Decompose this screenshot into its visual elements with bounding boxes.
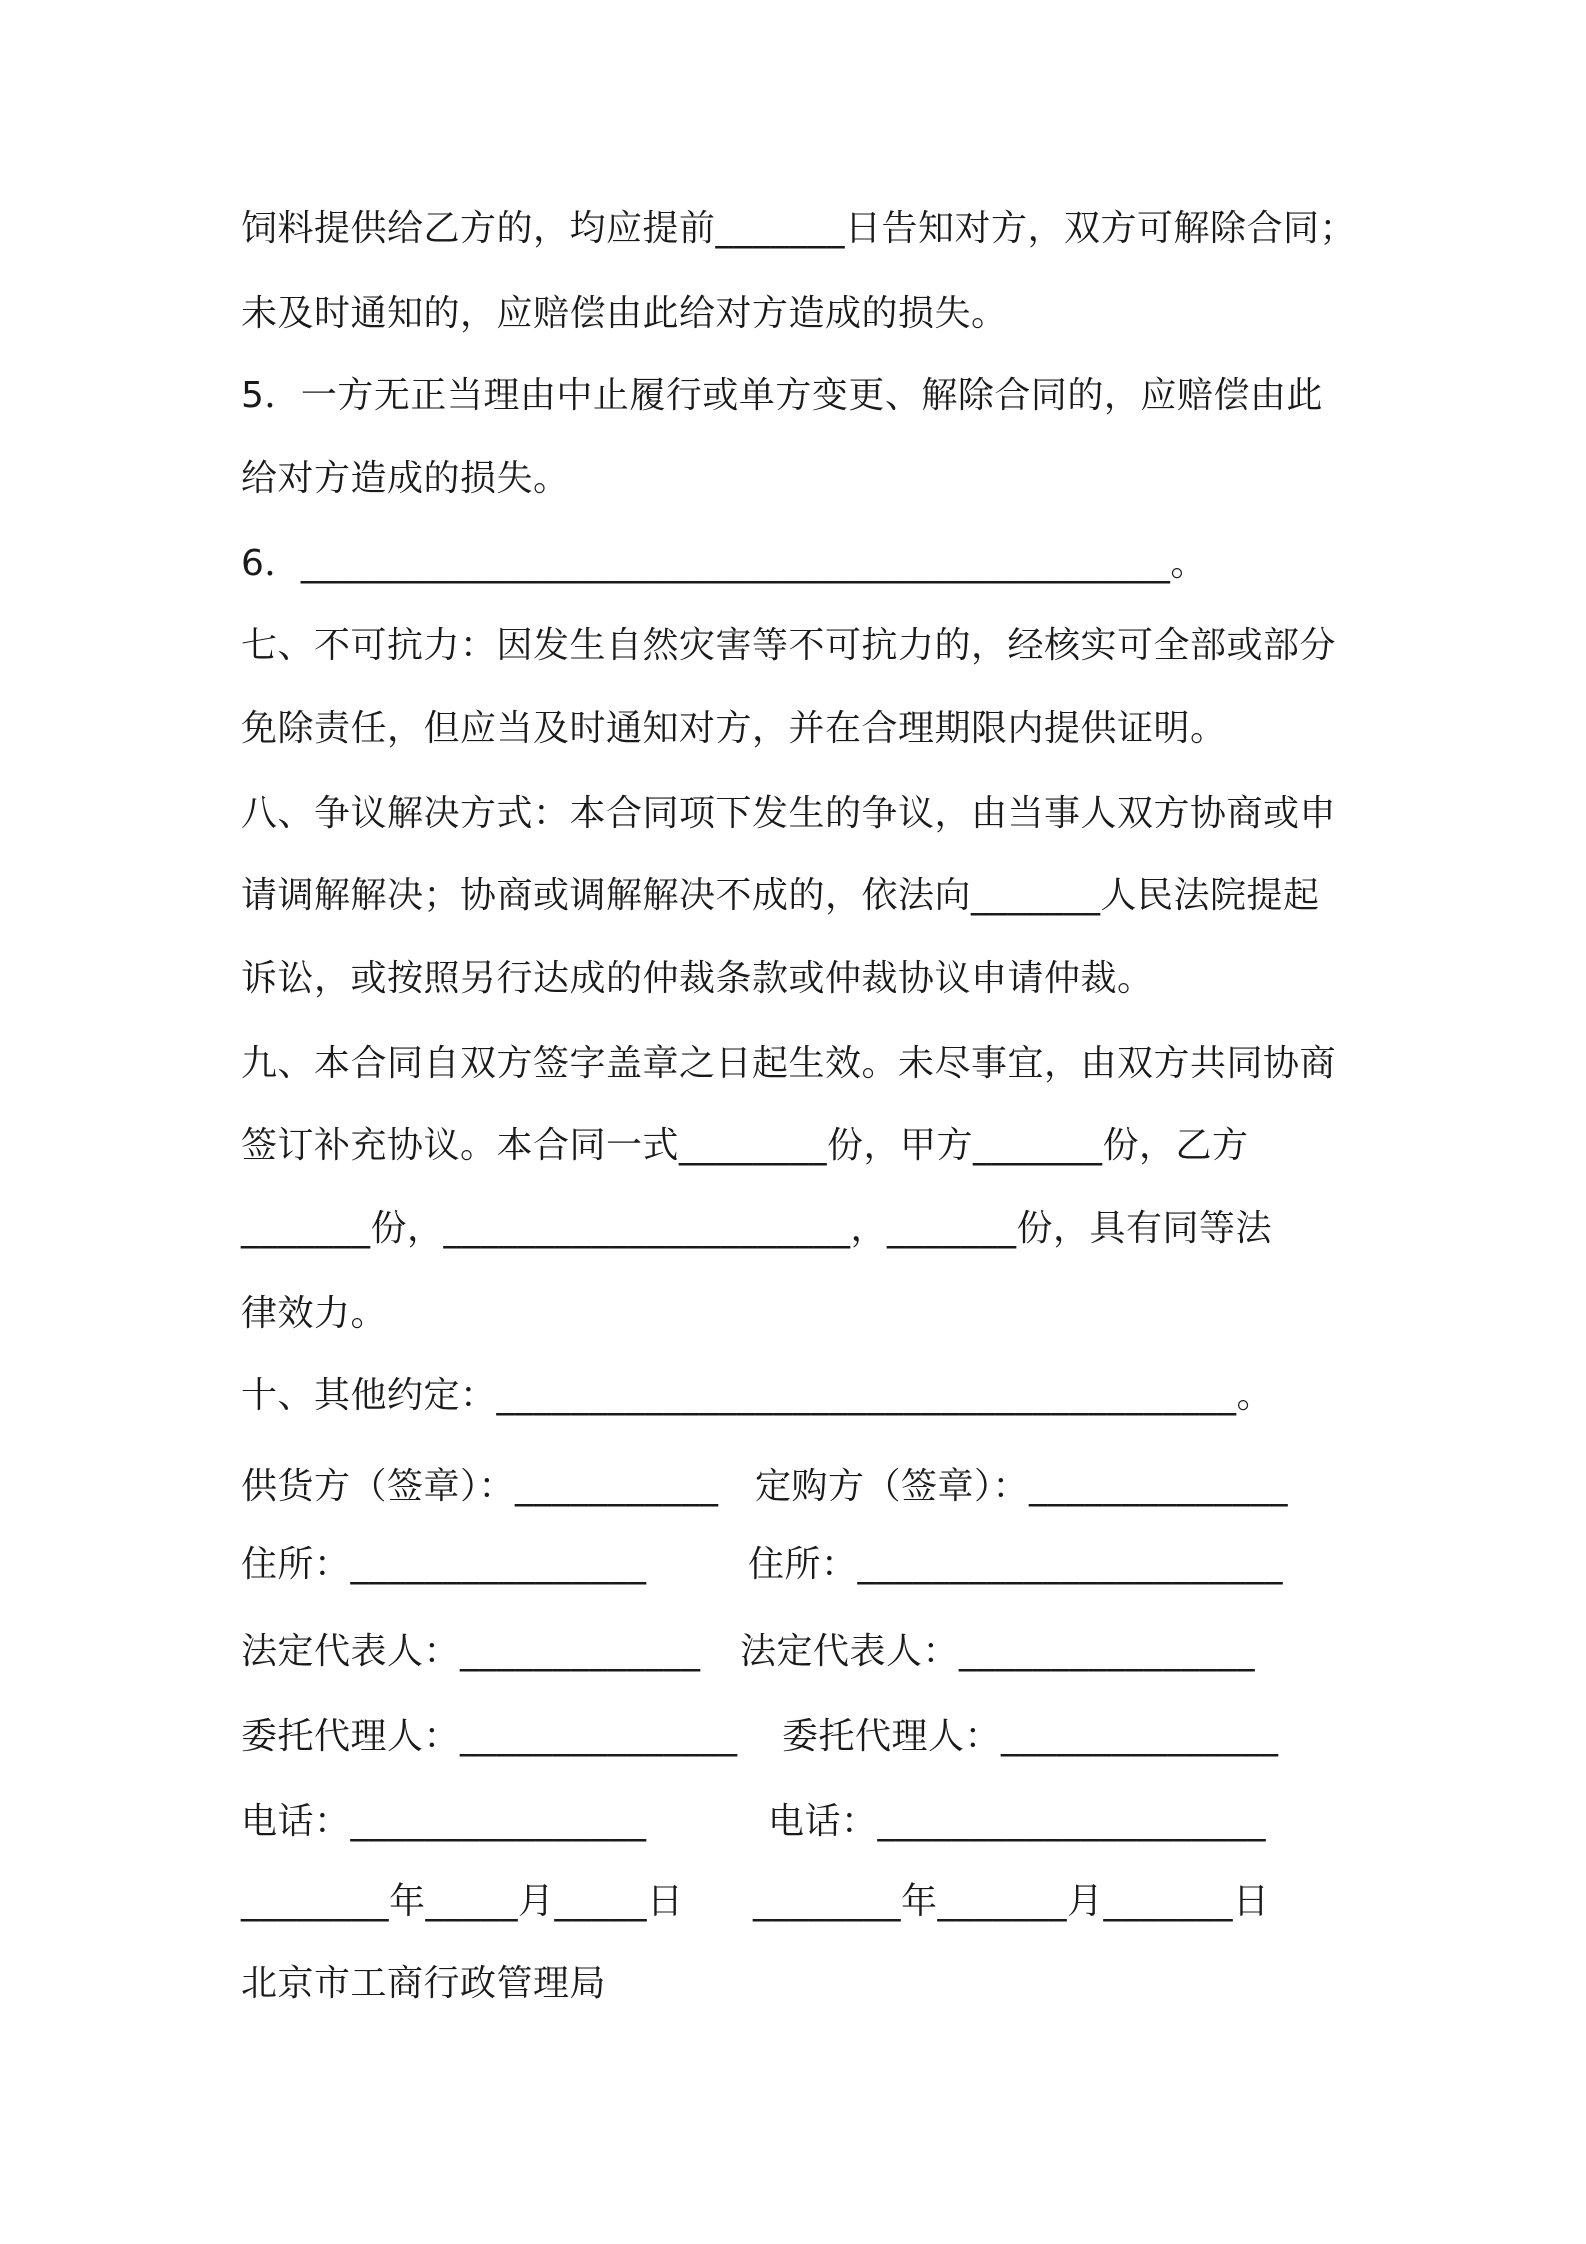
supplier-address-field: 住所：________________ [241, 1544, 647, 1585]
effectiveness-line: 律效力。 [241, 1293, 388, 1334]
clause-text-line: 饲料提供给乙方的，均应提前_______日告知对方，双方可解除合同； [241, 208, 1357, 249]
clause-text-line: 未及时通知的，应赔偿由此给对方造成的损失。 [241, 293, 1008, 334]
effectiveness-line: 九、本合同自双方签字盖章之日起生效。未尽事宜，由双方共同协商 [241, 1043, 1337, 1084]
force-majeure-line: 免除责任，但应当及时通知对方，并在合理期限内提供证明。 [241, 708, 1227, 749]
buyer-agent-field: 委托代理人：_______________ [782, 1716, 1279, 1757]
issuing-authority: 北京市工商行政管理局 [241, 1963, 607, 2004]
clause-5-line: 给对方造成的损失。 [241, 458, 570, 499]
buyer-phone-field: 电话：_____________________ [768, 1801, 1267, 1842]
dispute-resolution-line: 请调解解决；协商或调解解决不成的，依法向_______人民法院提起 [241, 875, 1320, 916]
clause-6-line: 6．_______________________________________________。 [241, 543, 1207, 584]
supplier-seal-field: 供货方（签章）：___________ [241, 1466, 719, 1507]
supplier-phone-field: 电话：________________ [241, 1801, 647, 1842]
clause-5-line: 5．一方无正当理由中止履行或单方变更、解除合同的，应赔偿由此 [241, 375, 1323, 416]
supplier-legal-rep-field: 法定代表人：_____________ [241, 1631, 701, 1672]
supplier-date-field: ________年_____月_____日 [241, 1881, 684, 1922]
other-agreements-line: 十、其他约定：________________________________________。 [241, 1375, 1274, 1416]
buyer-date-field: ________年_______月_______日 [753, 1881, 1270, 1922]
effectiveness-line: 签订补充协议。本合同一式________份，甲方_______份，乙方 [241, 1125, 1249, 1166]
dispute-resolution-line: 诉讼，或按照另行达成的仲裁条款或仲裁协议申请仲裁。 [241, 958, 1154, 999]
force-majeure-line: 七、不可抗力：因发生自然灾害等不可抗力的，经核实可全部或部分 [241, 625, 1337, 666]
effectiveness-line: _______份，______________________，_______份，具有同等法 [241, 1208, 1273, 1249]
buyer-seal-field: 定购方（签章）：______________ [755, 1466, 1289, 1507]
buyer-address-field: 住所：_______________________ [748, 1544, 1284, 1585]
dispute-resolution-line: 八、争议解决方式：本合同项下发生的争议，由当事人双方协商或申 [241, 793, 1337, 834]
buyer-legal-rep-field: 法定代表人：________________ [740, 1631, 1256, 1672]
supplier-agent-field: 委托代理人：_______________ [241, 1716, 738, 1757]
